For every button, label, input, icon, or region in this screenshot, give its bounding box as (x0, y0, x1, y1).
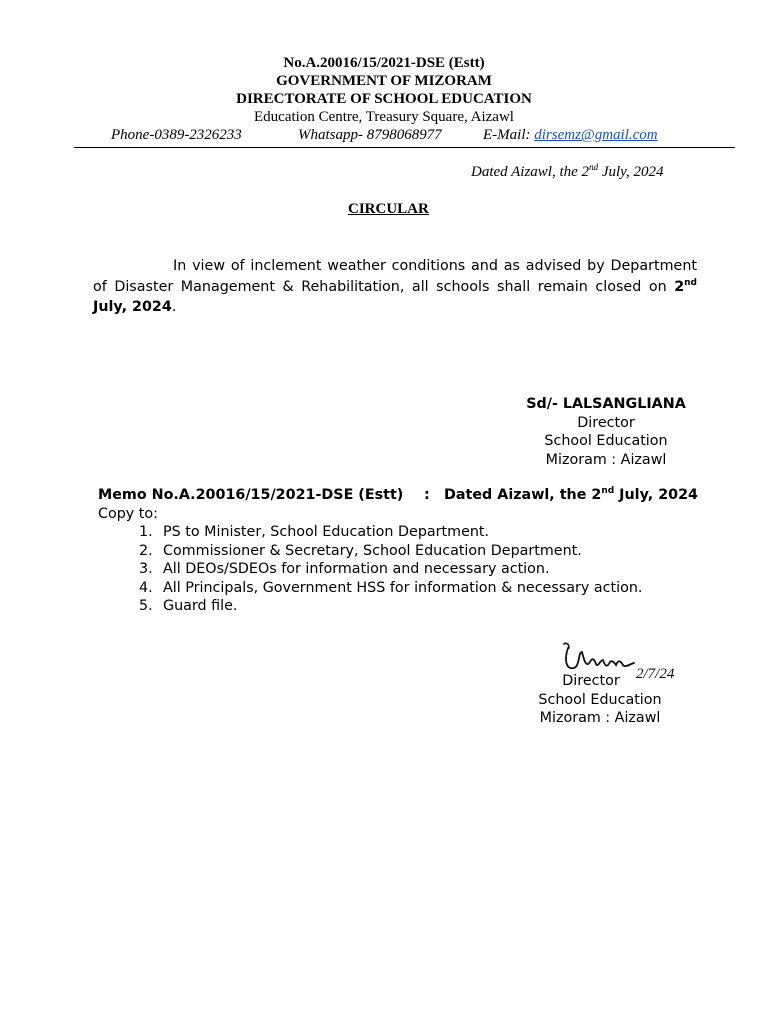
signatory-designation: Director (577, 414, 635, 431)
list-number: 1. (139, 524, 153, 540)
date-text: Dated Aizawl, the 2 (471, 164, 590, 180)
email-label: E-Mail: (483, 127, 531, 143)
list-item (139, 524, 699, 543)
office-address: Education Centre, Treasury Square, Aizawl (254, 109, 514, 125)
list-item (139, 543, 699, 562)
list-number: 4. (139, 579, 153, 596)
email-link[interactable]: dirsemz@gmail.com (534, 127, 658, 143)
list-item (139, 561, 699, 580)
final-department: School Education (538, 691, 662, 708)
list-number: 3. (139, 561, 153, 577)
whatsapp-number: Whatsapp- 8798068977 (298, 127, 442, 143)
memo-date-ordinal: nd (601, 486, 615, 497)
memo-date (444, 487, 698, 503)
final-designation: Director (562, 673, 620, 689)
memo-date-text: Dated Aizawl, the 2 (444, 487, 602, 503)
list-number: 2. (139, 542, 153, 559)
directorate-name: DIRECTORATE OF SCHOOL EDUCATION (236, 91, 532, 107)
list-number: 5. (139, 598, 153, 614)
memo-number: Memo No.A.20016/15/2021-DSE (Estt) (98, 487, 404, 503)
reference-number: No.A.20016/15/2021-DSE (Estt) (283, 55, 485, 71)
phone-number: Phone-0389-2326233 (111, 127, 242, 143)
circular-body (93, 256, 697, 318)
recipient-text: Commissioner & Secretary, School Education Department. (163, 542, 582, 559)
closure-month-year: July, 2024 (93, 299, 172, 315)
circular-date (471, 164, 663, 181)
signatory-department: School Education (544, 433, 668, 449)
copy-to-label: Copy to: (98, 506, 158, 522)
list-item (139, 598, 699, 617)
signatory-location: Mizoram : Aizawl (545, 451, 667, 468)
date-month-year: July, 2024 (598, 164, 664, 180)
email-line (483, 127, 658, 144)
closure-day: 2 (674, 278, 685, 295)
list-item (139, 580, 699, 599)
final-location: Mizoram : Aizawl (539, 710, 661, 726)
header-divider (74, 147, 735, 148)
recipient-text: Guard file. (163, 598, 238, 614)
government-name: GOVERNMENT OF MIZORAM (276, 73, 492, 89)
recipient-text: PS to Minister, School Education Department. (163, 524, 490, 540)
memo-date-month-year: July, 2024 (614, 487, 698, 503)
body-end: . (171, 299, 177, 315)
circular-title: CIRCULAR (348, 201, 429, 217)
body-text: In view of inclement weather conditions and as advised by Department of Disaster Management & Rehabilitation, all schools shall remain closed on (93, 258, 697, 295)
memo-separator: : (424, 487, 430, 503)
recipient-text: All DEOs/SDEOs for information and necessary action. (163, 561, 550, 577)
signatory-name: Sd/- LALSANGLIANA (526, 396, 686, 412)
signatory-block (520, 395, 692, 469)
closure-ordinal: nd (684, 277, 697, 288)
handwritten-date: 2/7/24 (636, 666, 675, 682)
recipient-list (139, 524, 699, 617)
final-signature-block (520, 672, 680, 728)
date-ordinal: nd (589, 162, 599, 172)
recipient-text: All Principals, Government HSS for information & necessary action. (163, 579, 643, 596)
